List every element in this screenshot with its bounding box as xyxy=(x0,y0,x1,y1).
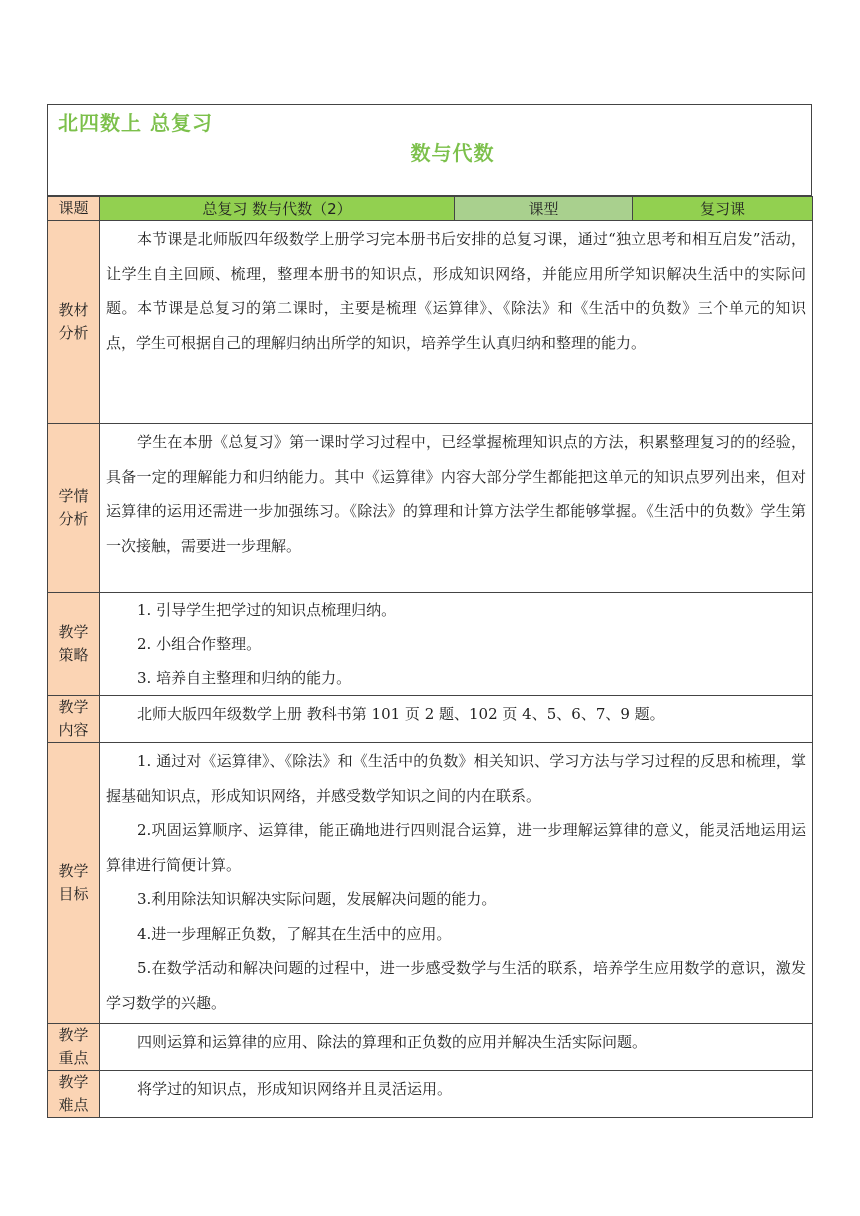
material-body xyxy=(100,221,813,424)
difficulties-label-text: 教学难点 xyxy=(58,1073,89,1114)
material-label xyxy=(48,221,100,424)
lesson-plan-table xyxy=(47,196,813,1118)
type-value: 复习课 xyxy=(633,197,813,221)
goals-body xyxy=(100,743,813,1024)
students-label xyxy=(48,424,100,593)
goal-item: 5.在数学活动和解决问题的过程中，进一步感受数学与生活的联系，培养学生应用数学的意识，激发学习数学的兴趣。 xyxy=(106,959,806,1012)
goals-label xyxy=(48,743,100,1024)
goal-item: 4.进一步理解正负数，了解其在生活中的应用。 xyxy=(137,924,452,943)
goal-item: 1. 通过对《运算律》、《除法》和《生活中的负数》相关知识、学习方法与学习过程的反思和梳理，掌握基础知识点，形成知识网络，并感受数学知识之间的内在联系。 xyxy=(106,752,806,805)
goal-item: 3.利用除法知识解决实际问题，发展解决问题的能力。 xyxy=(137,890,497,908)
difficulties-row xyxy=(48,1071,813,1118)
difficulties-label xyxy=(48,1071,100,1118)
content-label xyxy=(48,696,100,743)
content-text: 北师大版四年级数学上册 教科书第 101 页 2 题、102 页 4、5、6、7、9 题。 xyxy=(137,705,665,723)
students-label-text: 学情分析 xyxy=(58,487,89,528)
keypoints-label-text: 教学重点 xyxy=(58,1026,89,1067)
students-row xyxy=(48,424,813,593)
strategy-item: 3. 培养自主整理和归纳的能力。 xyxy=(137,669,352,687)
content-row xyxy=(48,696,813,743)
material-label-text: 教材分析 xyxy=(58,301,89,342)
strategy-label xyxy=(48,593,100,696)
info-row xyxy=(48,197,813,221)
strategy-item: 1. 引导学生把学过的知识点梳理归纳。 xyxy=(137,601,397,619)
students-body xyxy=(100,424,813,593)
doc-title: 北四数上 总复习 xyxy=(58,111,213,135)
content-label-text: 教学内容 xyxy=(58,698,89,739)
strategy-item: 2. 小组合作整理。 xyxy=(137,635,262,653)
goal-item: 2.巩固运算顺序、运算律，能正确地进行四则混合运算，进一步理解运算律的意义，能灵活地运用运算律进行简便计算。 xyxy=(106,821,806,874)
material-text: 本节课是北师版四年级数学上册学习完本册书后安排的总复习课，通过“独立思考和相互启发”活动，让学生自主回顾、梳理，整理本册书的知识点，形成知识网络，并能应用所学知识解决生活中的实际问题。本节课是总复习的第二课时，主要是梳理《运算律》、《除法》和《生活中的负数》三个单元的知识点，学生可根据自己的理解归纳出所学的知识，培养学生认真归纳和整理的能力。 xyxy=(106,230,806,352)
goals-row xyxy=(48,743,813,1024)
keypoints-body xyxy=(100,1024,813,1071)
keypoints-text: 四则运算和运算律的应用、除法的算理和正负数的应用并解决生活实际问题。 xyxy=(137,1033,648,1051)
difficulties-body xyxy=(100,1071,813,1118)
topic-label: 课题 xyxy=(48,197,100,221)
header-box xyxy=(47,104,812,196)
students-text: 学生在本册《总复习》第一课时学习过程中，已经掌握梳理知识点的方法，积累整理复习的的经验，具备一定的理解能力和归纳能力。其中《运算律》内容大部分学生都能把这单元的知识点罗列出来，但对运算律的运用还需进一步加强练习。《除法》的算理和计算方法学生都能够掌握。《生活中的负数》学生第一次接触，需要进一步理解。 xyxy=(106,433,806,555)
topic-value: 总复习 数与代数（2） xyxy=(100,197,455,221)
content-body xyxy=(100,696,813,743)
doc-subtitle: 数与代数 xyxy=(410,141,495,165)
lesson-plan-sheet xyxy=(47,104,812,1118)
material-row xyxy=(48,221,813,424)
strategy-label-text: 教学策略 xyxy=(58,623,89,664)
strategy-row xyxy=(48,593,813,696)
type-label: 课型 xyxy=(455,197,633,221)
strategy-body xyxy=(100,593,813,696)
goals-label-text: 教学目标 xyxy=(58,862,89,903)
keypoints-row xyxy=(48,1024,813,1071)
difficulties-text: 将学过的知识点，形成知识网络并且灵活运用。 xyxy=(137,1080,453,1098)
keypoints-label xyxy=(48,1024,100,1071)
